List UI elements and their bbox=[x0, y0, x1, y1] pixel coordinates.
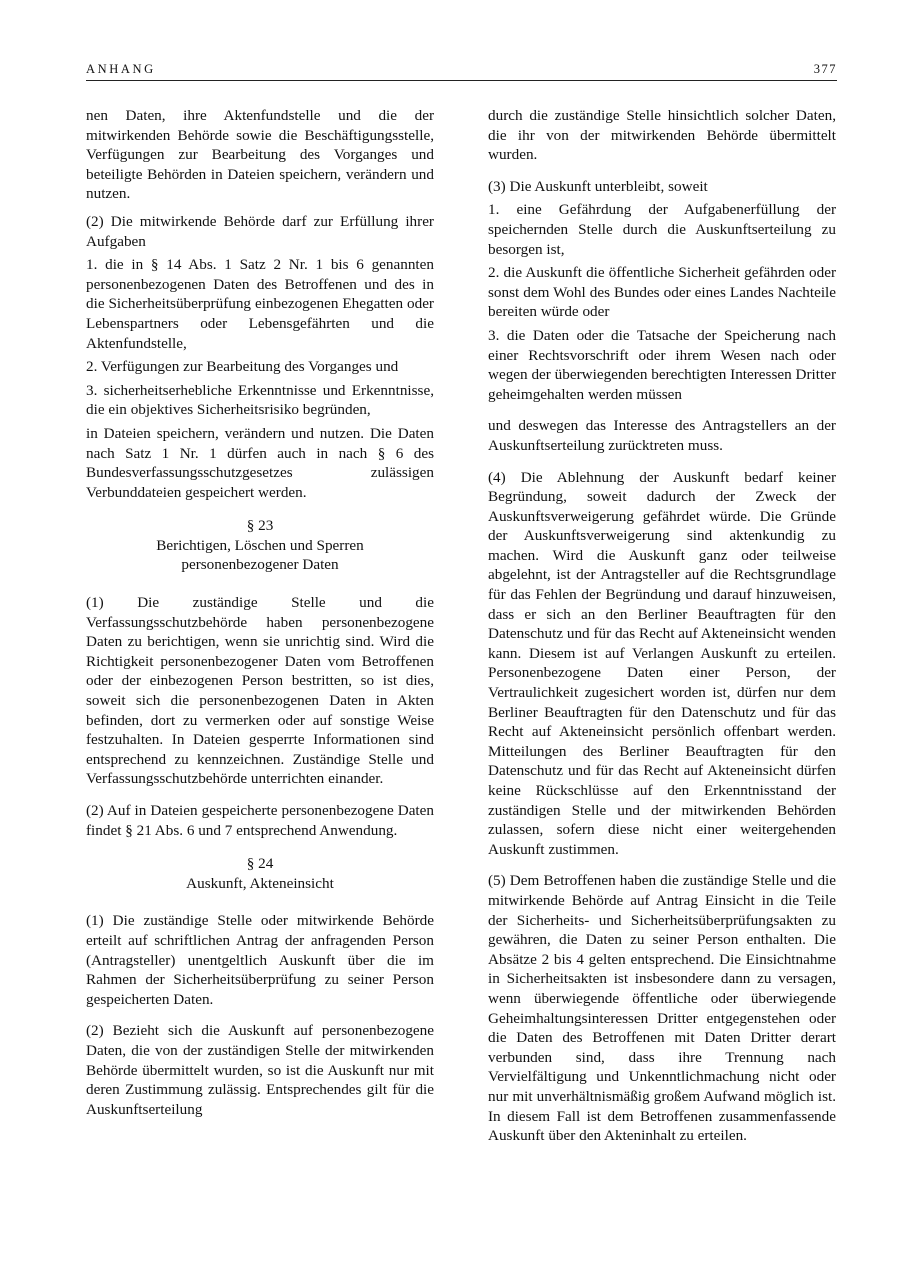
section-23-heading bbox=[86, 516, 434, 575]
list-item-3: 3. sicherheitserhebliche Erkenntnisse und Erkenntnisse, die ein objektives Sicherheitsrisiko begründen, bbox=[86, 381, 434, 419]
paragraph-continued: durch die zuständige Stelle hinsichtlich solcher Daten, die ihr von der mitwirkenden Behörde übermittelt wurden. bbox=[488, 107, 836, 164]
list-item-2: 2. Verfügungen zur Bearbeitung des Vorganges und bbox=[86, 358, 399, 376]
list-item-1: 1. die in § 14 Abs. 1 Satz 2 Nr. 1 bis 6 genannten personenbezogenen Daten des Betroffenen und des in die Sicherheitsüberprüfung einbezogenen Ehegatten oder Lebenspartners oder Lebensgefährten und die Aktenfundstelle, bbox=[86, 256, 434, 352]
section-23-paragraph-2: (2) Auf in Dateien gespeicherte personenbezogene Daten findet § 21 Abs. 6 und 7 entsprechend Anwendung. bbox=[86, 802, 434, 839]
running-header bbox=[86, 62, 837, 81]
section-23-number: § 23 bbox=[246, 517, 274, 535]
left-column bbox=[86, 106, 434, 1127]
section-24-paragraph-1: (1) Die zuständige Stelle oder mitwirkende Behörde erteilt auf schriftlichen Antrag der anfragenden Person (Antragsteller) unentgeltlich Auskunft über die im Rahmen der Sicherheitsüberprüfung zu seiner Person gespeicherten Daten. bbox=[86, 912, 434, 1008]
paragraph-intro: nen Daten, ihre Aktenfundstelle und die der mitwirkenden Behörde sowie die Beschäftigungsstelle, Verfügungen zur Bearbeitung des Vorganges und beteiligte Behörden in Dateien speichern, verändern und nutzen. bbox=[86, 107, 434, 203]
header-section-title: ANHANG bbox=[86, 62, 156, 76]
paragraph-4: (4) Die Ablehnung der Auskunft bedarf keiner Begründung, soweit dadurch der Zweck der Auskunftsverweigerung gefährdet würde. Die Gründe der Auskunftsverweigerung sind aktenkundig zu machen. Wird die Auskunft ganz oder teilweise abgelehnt, ist der Antragsteller auf die Rechtsgrundlage für das Fehlen der Begründung und darauf hinzuweisen, dass er sich an den Berliner Beauftragten für den Datenschutz und für das Recht auf Akteneinsicht wenden kann. Diesem ist auf Verlangen Auskunft zu erteilen. Personenbezogene Daten einer Person, der Vertraulichkeit zugesichert worden ist, dürfen nur dem Berliner Beauftragten für den Datenschutz und für das Recht auf Akteneinsicht persönlich offenbart werden. Mitteilungen des Berliner Beauftragten für den Datenschutz und für das Recht auf Akteneinsicht dürfen keine Rückschlüsse auf den Erkenntnisstand der zuständigen Stelle und der mitwirkenden Behörden zulassen, sofern diese nicht einer weitergehenden Auskunft zustimmen. bbox=[488, 468, 836, 858]
paragraph-3-closing: und deswegen das Interesse des Antragstellers an der Auskunftserteilung zurücktreten muss. bbox=[488, 417, 836, 454]
list-item-3: 3. die Daten oder die Tatsache der Speicherung nach einer Rechtsvorschrift oder ihrem Wesen nach oder wegen der überwiegenden berechtigten Interessen Dritter geheimgehalten werden müssen bbox=[488, 326, 836, 403]
section-24-number: § 24 bbox=[246, 855, 274, 873]
right-column bbox=[488, 106, 836, 1154]
section-24-title: Auskunft, Akteneinsicht bbox=[186, 874, 334, 892]
section-24-paragraph-2: (2) Bezieht sich die Auskunft auf personenbezogene Daten, die von der zuständigen Stelle der mitwirkenden Behörde übermittelt wurden, so ist die Auskunft nur mit deren Zustimmung zulässig. Entsprechendes gilt für die Auskunftserteilung bbox=[86, 1022, 434, 1118]
list-item-2: 2. die Auskunft die öffentliche Sicherheit gefährden oder sonst dem Wohl des Bundes oder eines Landes Nachteile bereiten würde oder bbox=[488, 264, 836, 321]
section-23-title-line2: personenbezogener Daten bbox=[181, 556, 339, 574]
header-page-number: 377 bbox=[813, 62, 837, 76]
section-23-title-line1: Berichtigen, Löschen und Sperren bbox=[156, 536, 364, 554]
section-24-heading bbox=[86, 854, 434, 893]
list-item-1: 1. eine Gefährdung der Aufgabenerfüllung der speichernden Stelle durch die Auskunftserteilung zu besorgen ist, bbox=[488, 201, 836, 258]
paragraph-5: (5) Dem Betroffenen haben die zuständige Stelle und die mitwirkende Behörde auf Antrag Einsicht in die Teile der Sicherheits- und Sicherheitsüberprüfungsakten zu gewähren, die Daten zu seiner Person enthalten. Die Absätze 2 bis 4 gelten entsprechend. Die Einsichtnahme in Sicherheitsakten ist insbesondere dann zu versagen, wenn überwiegende öffentliche oder überwiegende Geheimhaltungsinteressen Dritter entgegenstehen oder die Daten des Betroffenen mit Daten Dritter derart verbunden sind, dass ihre Trennung nach Vervielfältigung und Unkenntlichmachung nicht oder nur mit unverhältnismäßig großem Aufwand möglich ist. In diesem Fall ist dem Betroffenen zusammenfassende Auskunft über den Akteninhalt zu erteilen. bbox=[488, 872, 836, 1145]
paragraph-2: (2) Die mitwirkende Behörde darf zur Erfüllung ihrer Aufgaben bbox=[86, 212, 434, 250]
paragraph-3: (3) Die Auskunft unterbleibt, soweit bbox=[488, 177, 708, 195]
section-23-paragraph-1: (1) Die zuständige Stelle und die Verfassungsschutzbehörde haben personenbezogene Daten zu berichtigen, wenn sie unrichtig sind. Wird die Richtigkeit personenbezogener Daten vom Betroffenen oder der einbezogenen Person bestritten, so ist dies, soweit sich die personenbezogenen Daten in Akten befinden, dort zu vermerken oder auf sonstige Weise festzuhalten. In Dateien gesperrte Informationen sind entsprechend zu kennzeichnen. Zuständige Stelle und Verfassungsschutzbehörde unterrichten einander. bbox=[86, 594, 434, 788]
paragraph-closing: in Dateien speichern, verändern und nutzen. Die Daten nach Satz 1 Nr. 1 dürfen auch in nach § 6 des Bundesverfassungsschutzgesetzes zulässigen Verbunddateien gespeichert werden. bbox=[86, 424, 434, 501]
